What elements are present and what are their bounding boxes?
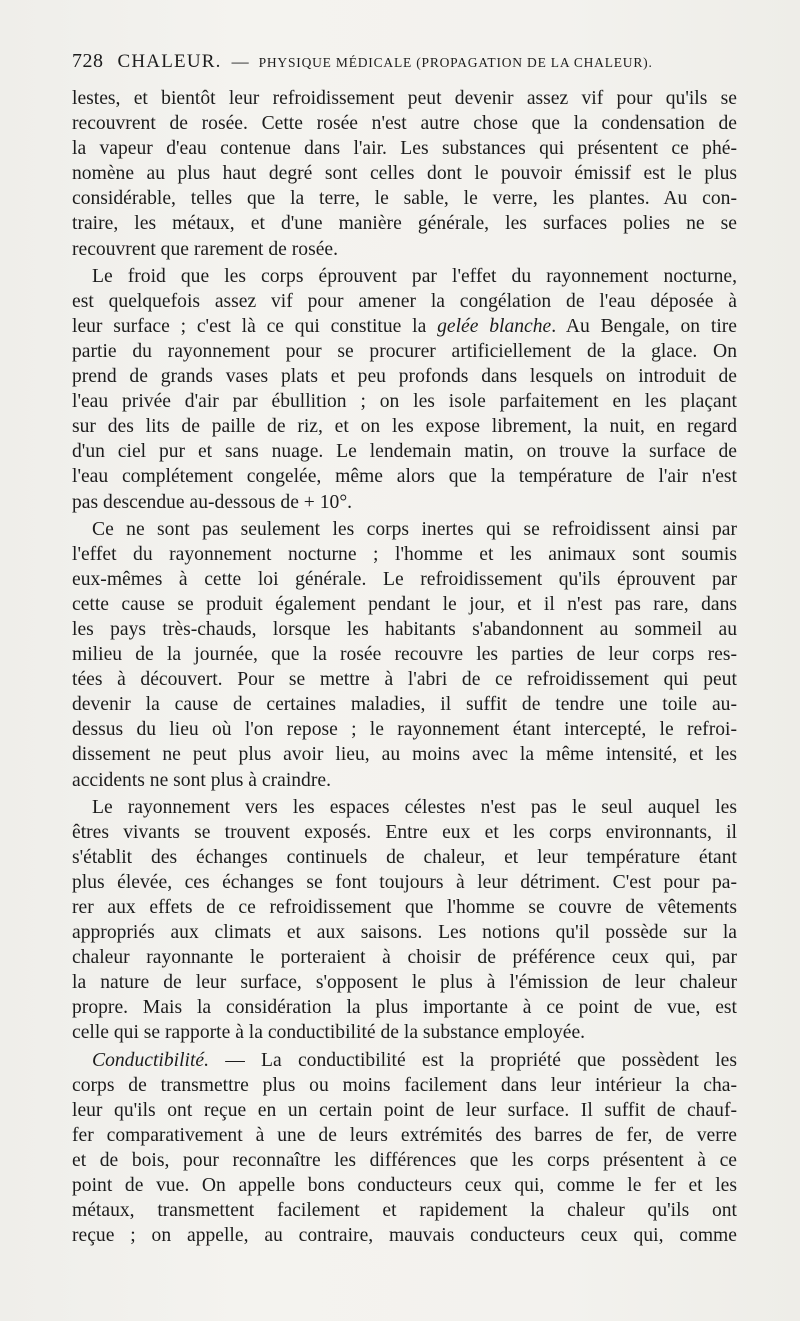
text-line: prend de grands vases plats et peu profonds dans lesquels on introduit de bbox=[72, 366, 737, 388]
paragraph bbox=[72, 795, 737, 1046]
text-line: propre. Mais la considération la plus importante à ce point de vue, est bbox=[72, 997, 737, 1019]
text-line: leur qu'ils ont reçue en un certain point de leur surface. Il suffit de chauf- bbox=[72, 1099, 737, 1121]
text-line: celle qui se rapporte à la conductibilité de la substance employée. bbox=[72, 1022, 586, 1044]
paragraph bbox=[72, 517, 737, 793]
text-line: les pays très-chauds, lorsque les habitants s'abandonnent au sommeil au bbox=[72, 618, 737, 640]
text-line: eux-mêmes à cette loi générale. Le refroidissement qu'ils éprouvent par bbox=[72, 568, 737, 590]
text-line: est quelquefois assez vif pour amener la congélation de l'eau déposée à bbox=[72, 290, 737, 312]
text-line: Conductibilité. — La conductibilité est la propriété que possèdent les bbox=[92, 1049, 737, 1071]
text-line: devenir la cause de certaines maladies, il suffit de tendre une toile au- bbox=[72, 694, 737, 716]
text-line: recouvrent de rosée. Cette rosée n'est autre chose que la condensation de bbox=[72, 113, 737, 135]
text-line: rer aux effets de ce refroidissement que l'homme se couvre de vêtements bbox=[72, 897, 737, 918]
paragraph bbox=[72, 264, 737, 515]
text-line: Le rayonnement vers les espaces célestes n'est pas le seul auquel les bbox=[92, 796, 737, 818]
paragraph bbox=[72, 86, 737, 262]
text-line: reçue ; on appelle, au contraire, mauvais conducteurs ceux qui, comme bbox=[72, 1225, 737, 1247]
text-line: nomène au plus haut degré sont celles dont le pouvoir émissif est le plus bbox=[72, 163, 737, 185]
text-line: fer comparativement à une de leurs extrémités des barres de fer, de verre bbox=[72, 1124, 737, 1146]
paragraph bbox=[72, 1048, 737, 1249]
text-line: milieu de la journée, que la rosée recouvre les parties de leur corps res- bbox=[72, 644, 737, 666]
text-line: appropriés aux climats et aux saisons. Les notions qu'il possède sur la bbox=[72, 922, 737, 944]
text-line: considérable, telles que la terre, le sable, le verre, les plantes. Au con- bbox=[72, 188, 737, 210]
text-line: dessus du lieu où l'on repose ; le rayonnement étant intercepté, le refroi- bbox=[72, 719, 737, 741]
text-line: leur surface ; c'est là ce qui constitue la gelée blanche. Au Bengale, on tire bbox=[72, 315, 737, 337]
text-line: pas descendue au-dessous de + 10°. bbox=[72, 491, 353, 513]
text-line: recouvrent que rarement de rosée. bbox=[72, 238, 339, 260]
body-text bbox=[72, 86, 737, 1248]
text-line: s'établit des échanges continuels de chaleur, et leur température étant bbox=[72, 846, 737, 868]
text-line: accidents ne sont plus à craindre. bbox=[72, 769, 331, 791]
section-subtitle: PHYSIQUE MÉDICALE (PROPAGATION DE LA CHALEUR). bbox=[258, 55, 653, 70]
text-line: plus élevée, ces échanges se font toujours à leur détriment. C'est pour pa- bbox=[72, 871, 737, 893]
text-line: d'un ciel pur et sans nuage. Le lendemain matin, on trouve la surface de bbox=[72, 441, 737, 463]
text-line: l'eau complétement congelée, même alors que la température de l'air n'est bbox=[72, 466, 737, 488]
text-line: et de bois, pour reconnaître les différences que les corps présentent à ce bbox=[72, 1149, 737, 1171]
text-line: l'effet du rayonnement nocturne ; l'homme et les animaux sont soumis bbox=[72, 543, 737, 565]
text-line: cette cause se produit également pendant le jour, et il n'est pas rare, dans bbox=[72, 593, 737, 615]
text-line: êtres vivants se trouvent exposés. Entre eux et les corps environnants, il bbox=[72, 821, 737, 843]
running-head bbox=[72, 46, 737, 86]
text-line: traire, les métaux, et d'une manière générale, les surfaces polies ne se bbox=[72, 213, 737, 235]
text-line: lestes, et bientôt leur refroidissement peut devenir assez vif pour qu'ils se bbox=[72, 88, 737, 109]
header-dash: — bbox=[231, 52, 249, 71]
text-line: Ce ne sont pas seulement les corps inertes qui se refroidissent ainsi par bbox=[92, 518, 737, 540]
text-line: la vapeur d'eau contenue dans l'air. Les substances qui présentent ce phé- bbox=[72, 138, 737, 160]
text-line: Le froid que les corps éprouvent par l'effet du rayonnement nocturne, bbox=[92, 265, 737, 287]
text-line: point de vue. On appelle bons conducteurs ceux qui, comme le fer et les bbox=[72, 1175, 737, 1197]
text-line: partie du rayonnement pour se procurer artificiellement de la glace. On bbox=[72, 340, 737, 362]
page-number: 728 bbox=[72, 50, 104, 72]
chapter-title: CHALEUR. bbox=[117, 51, 222, 72]
text-line: chaleur rayonnante le porteraient à choisir de préférence ceux qui, par bbox=[72, 947, 737, 969]
text-line: l'eau privée d'air par ébullition ; on les isole parfaitement en les plaçant bbox=[72, 391, 737, 413]
text-line: métaux, transmettent facilement et rapidement la chaleur qu'ils ont bbox=[72, 1200, 737, 1222]
text-line: tées à découvert. Pour se mettre à l'abri de ce refroidissement qui peut bbox=[72, 669, 737, 691]
text-line: sur des lits de paille de riz, et on les expose librement, la nuit, en regard bbox=[72, 416, 737, 438]
text-line: la nature de leur surface, s'opposent le plus à l'émission de leur chaleur bbox=[72, 972, 737, 994]
text-line: dissement ne peut plus avoir lieu, au moins avec la même intensité, et les bbox=[72, 744, 737, 766]
text-line: corps de transmettre plus ou moins facilement dans leur intérieur la cha- bbox=[72, 1074, 737, 1096]
